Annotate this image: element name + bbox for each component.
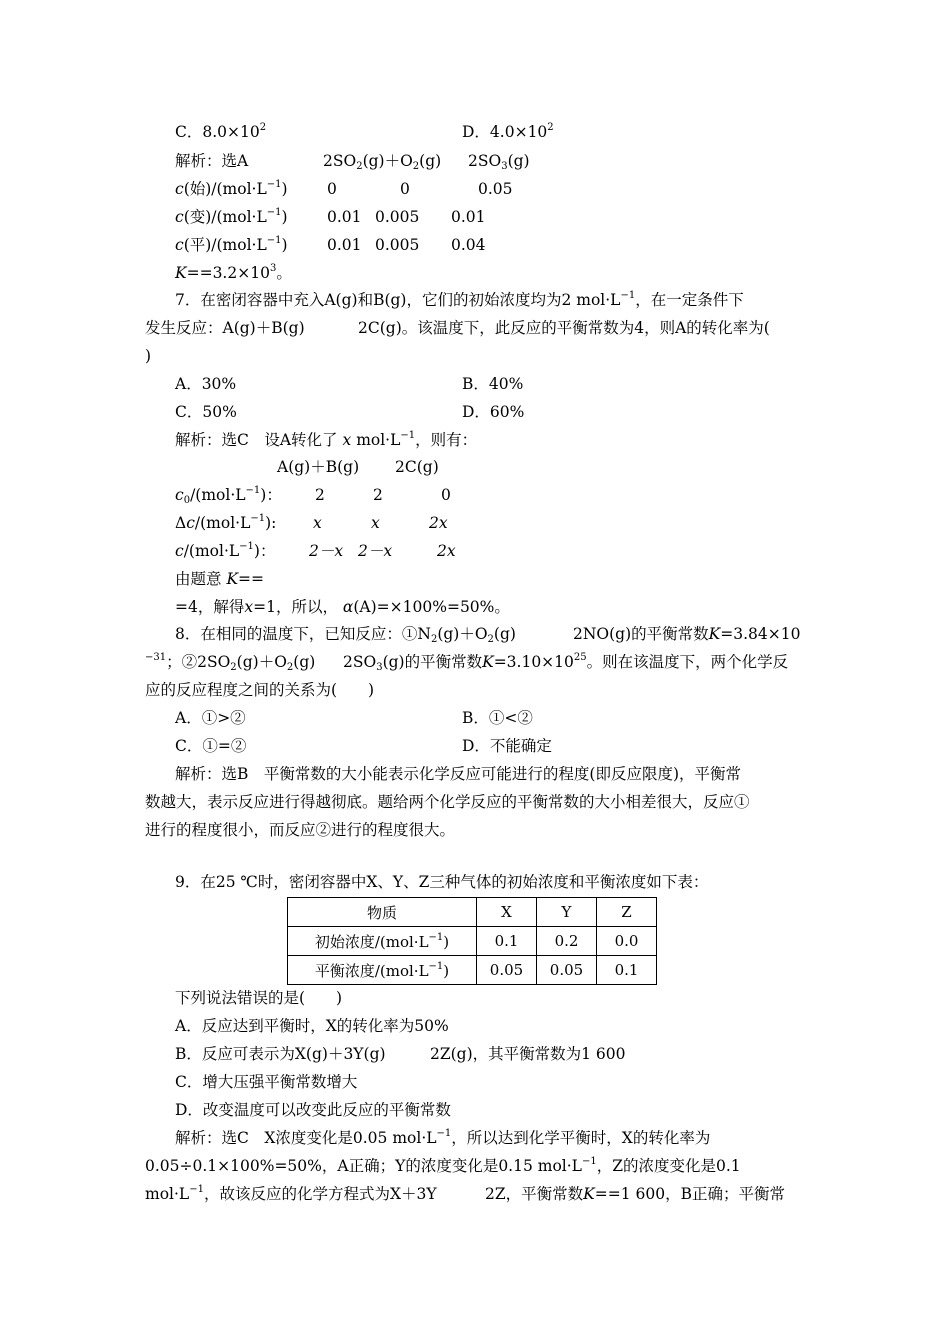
table-header: Z <box>597 898 657 927</box>
q8-solution-line3: 进行的程度很小，而反应②进行的程度很大。 <box>145 821 456 839</box>
q8-solution-line1: 解析：选B 平衡常数的大小能表示化学反应可能进行的程度(即反应限度)，平衡常 <box>175 765 741 783</box>
table-cell: 0.0 <box>597 927 657 956</box>
table-row <box>288 927 657 956</box>
table-header-row <box>288 898 657 927</box>
q7-option-b: B．40% <box>462 375 524 393</box>
q8-solution-line2: 数越大，表示反应进行得越彻底。题给两个化学反应的平衡常数的大小相差很大，反应① <box>145 793 750 811</box>
q9-option-a: A．反应达到平衡时，X的转化率为50% <box>175 1017 449 1035</box>
q6-option-d: D．$4.0\times 10^2$ <box>462 122 554 141</box>
table-header: X <box>477 898 537 927</box>
q7-stem-line1: 7．在密闭容器中充入A(g)和B(g)，它们的初始浓度均为2 $mol\cdot L^{-1}$，在一定条件下 <box>175 290 744 309</box>
q7-option-d: D．60% <box>462 403 525 421</box>
q9-stem: 9．在25 ℃时，密闭容器中X、Y、Z三种气体的初始浓度和平衡浓度如下表： <box>175 873 709 891</box>
table-cell: 平衡浓度$/(mol\cdot L^{-1})$ <box>288 956 477 985</box>
q9-solution-line1: 解析：选C X浓度变化是0.05 $mol\cdot L^{-1}$，所以达到化学平衡时，X的转化率为 <box>175 1128 711 1147</box>
q8-option-d: D．不能确定 <box>462 737 552 755</box>
table-cell: 0.05 <box>477 956 537 985</box>
q6-option-c: C．$8.0\times 10^2$ <box>175 122 267 141</box>
q8-option-a: A．①>② <box>175 709 246 727</box>
table-row <box>288 956 657 985</box>
table-cell: 0.2 <box>537 927 597 956</box>
table-cell: 初始浓度$/(mol\cdot L^{-1})$ <box>288 927 477 956</box>
q9-solution-line2: 0.05÷0.1×100%=50%，A正确；Y的浓度变化是0.15 $mol\cdot L^{-1}$，Z的浓度变化是0.1 <box>145 1156 741 1175</box>
q7-option-c: C．50% <box>175 403 237 421</box>
table-header: Y <box>537 898 597 927</box>
q7-option-a: A．30% <box>175 375 237 393</box>
q6-k-result: $K==3.2\times 10^3$。 <box>175 263 292 282</box>
table-header: 物质 <box>288 898 477 927</box>
concentration-table <box>287 897 657 985</box>
table-cell: 0.05 <box>537 956 597 985</box>
q8-option-b: B．①<② <box>462 709 533 727</box>
q9-question: 下列说法错误的是( ) <box>175 989 343 1007</box>
q7-k-line: 由题意 K== <box>175 570 265 588</box>
table-cell: 0.1 <box>597 956 657 985</box>
q7-stem-line3: ) <box>145 347 152 365</box>
q9-option-d: D．改变温度可以改变此反应的平衡常数 <box>175 1101 451 1119</box>
q7-final: =4，解得x=1，所以， α(A)=×100%=50%。 <box>175 598 510 616</box>
q9-option-c: C．增大压强平衡常数增大 <box>175 1073 358 1091</box>
table-cell: 0.1 <box>477 927 537 956</box>
q7-solution-intro: 解析：选C 设A转化了 x $mol\cdot L^{-1}$，则有： <box>175 430 478 449</box>
document-page: C．$8.0\times 10^2$ D．$4.0\times 10^2$ 解析：选A $2SO_2(g)+O_2(g)$ $2SO_3(g)$ c(始)$/(mol\cdot L^{-1})$ 0 0 0.05 c(变)$/(mol\cdot L^{-1})$ 0.01 0.005 0.01 c(平)$/(mol\cdot L^{-1})$ 0.01 0.005 0.04 $K==3.2\times 10^3$。 7．在密闭容器中充入A(g)和B(g)，它们的初始浓度均为2 $mol\cdot L^{-1}$，在一定条件下 发生反应：A(g)＋B(g) 2C(g)。该温度下，此反应的平衡常数为4，则A的转化率为( ) A．30% B．40% C．50% D．60% 解析：选C 设A转化了 x $mol\cdot L^{-1}$，则有： A(g)＋B(g) 2C(g) $c_0/(mol\cdot L^{-1})$： 2 2 0 $\Delta c/(mol\cdot L^{-1})$: x x 2x $c/(mol\cdot L^{-1})$： 2－x 2－x 2x 由题意 K== =4，解得x=1，所以， α(A)=×100%=50%。 8．在相同的温度下，已知反应：$①N_2(g)+O_2(g)$ 2NO(g)的平衡常数K=3.84×10 $^{-31}$；$②2SO_2(g)+O_2(g)$ $2SO_3(g)$的平衡常数$K=3.10\times 10^{25}$。则在该温度下，两个化学反 应的反应程度之间的关系为( ) A．①>② B．①<② C．①=② D．不能确定 解析：选B 平衡常数的大小能表示化学反应可能进行的程度(即反应限度)，平衡常 数越大，表示反应进行得越彻底。题给两个化学反应的平衡常数的大小相差很大，反应① 进行的程度很小，而反应②进行的程度很大。 9．在25 ℃时，密闭容器中X、Y、Z三种气体的初始浓度和平衡浓度如下表： 物质 X Y Z 初始浓度$/(mol\cdot L^{-1})$ 0.1 0.2 0.0 平衡浓度$/(mol\cdot L^{-1})$ 0.05 0.05 0.1 下列说法错误的是( ) A．反应达到平衡时，X的转化率为50% B．反应可表示为X(g)＋3Y(g) 2Z(g)，其平衡常数为1 600 C．增大压强平衡常数增大 D．改变温度可以改变此反应的平衡常数 解析：选C X浓度变化是0.05 $mol\cdot L^{-1}$，所以达到化学平衡时，X的转化率为 0.05÷0.1×100%=50%，A正确；Y的浓度变化是0.15 $mol\cdot L^{-1}$，Z的浓度变化是0.1 $mol\cdot L^{-1}$，故该反应的化学方程式为X＋3Y 2Z，平衡常数K==1 600，B正确；平衡常 <box>145 122 801 1203</box>
q8-stem-line3: 应的反应程度之间的关系为( ) <box>145 681 375 699</box>
q8-option-c: C．①=② <box>175 737 247 755</box>
